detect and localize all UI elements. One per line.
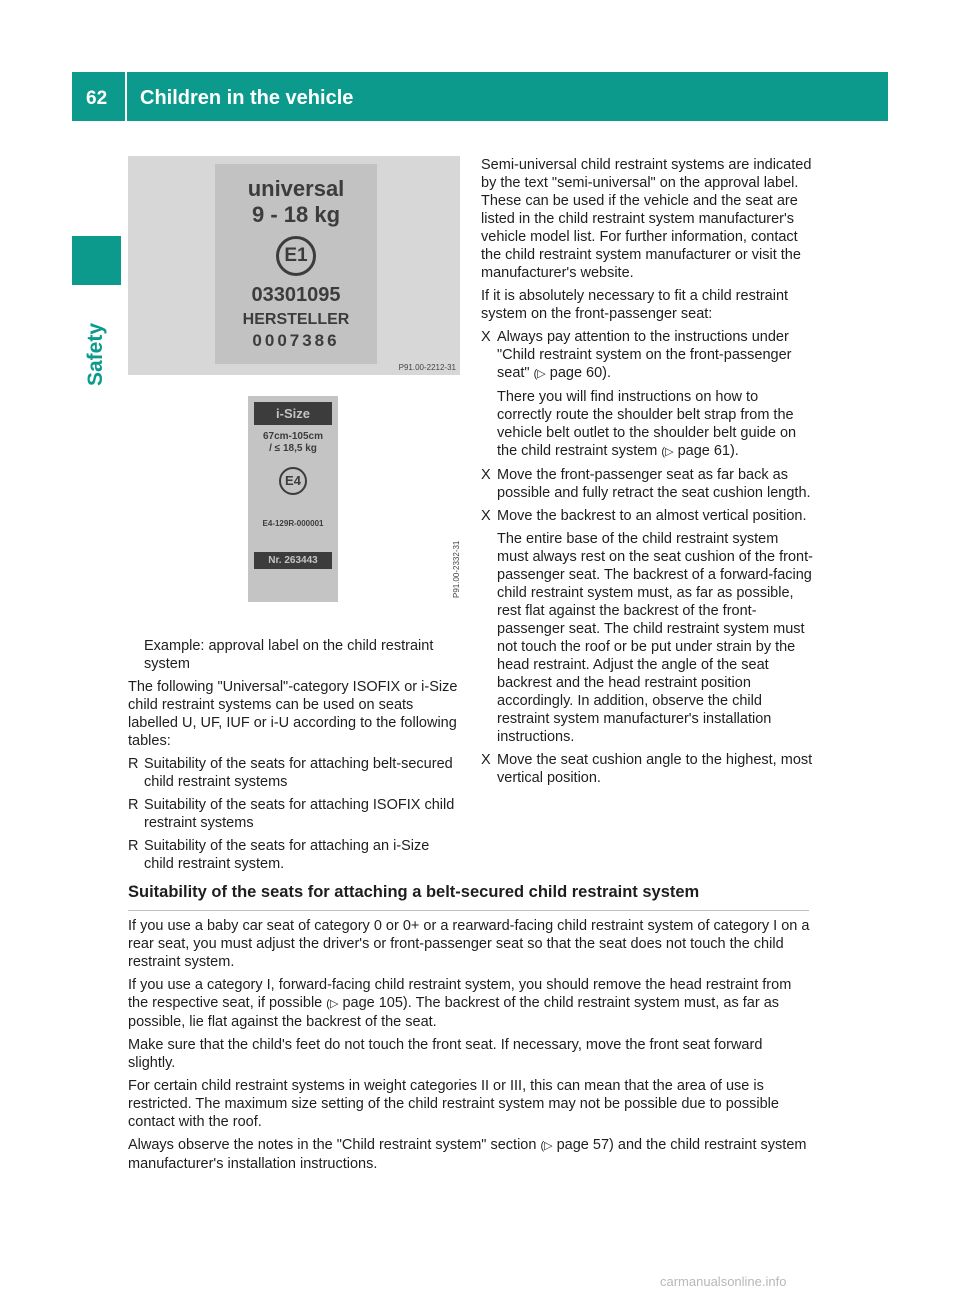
bullet-icon: R [128, 797, 139, 813]
label-height-range [248, 431, 338, 455]
label-height-range-text: 67cm-105cm [262, 431, 324, 442]
list-item [128, 837, 460, 873]
bullet-icon: R [128, 838, 139, 854]
e-mark-icon: E4 [279, 467, 307, 495]
step-detail-text: There you will find instructions on how to correctly route the shoulder belt strap from the vehicle belt outlet to the shoulder belt guide on the child restraint system [497, 389, 797, 459]
label-code: 0007386 [252, 331, 340, 350]
step-arrow-icon: X [481, 329, 491, 345]
instruction-step [481, 507, 813, 525]
step-text: Always pay attention to the instructions under "Child restraint system on the front-passenger seat" [497, 329, 792, 381]
instruction-step [481, 328, 813, 383]
paragraph-text: and the child restraint system manufacturer's installation instructions. [128, 1137, 807, 1172]
page-reference-icon: (▷ [661, 446, 674, 458]
list-item [128, 796, 460, 832]
label-weight: 9 - 18 kg [251, 202, 341, 227]
paragraph [128, 1136, 813, 1173]
figure-reference: P91.00-2212-31 [398, 363, 456, 372]
list-item-text: Suitability of the seats for attaching an i-Size child restraint system. [144, 838, 430, 872]
paragraph-text: The backrest of the child restraint system must, as far as possible, lie flat against the backrest of the seat. [128, 995, 780, 1030]
left-column [128, 637, 460, 878]
label-approval-number: 03301095 [251, 284, 341, 306]
paragraph: If it is absolutely necessary to fit a child restraint system on the front-passenger seat: [481, 288, 789, 322]
instruction-step [481, 466, 813, 502]
step-arrow-icon: X [481, 752, 491, 768]
label-nr: Nr. 263443 [254, 552, 332, 569]
section-tab-label: Safety [84, 322, 107, 386]
page-reference-link[interactable]: page 60). [549, 365, 612, 381]
right-column [481, 156, 813, 792]
label-category: universal [247, 176, 345, 201]
step-text: Move the front-passenger seat as far back as possible and fully retract the seat cushion length. [497, 467, 811, 501]
figure-caption: Example: approval label on the child restraint system [144, 638, 434, 672]
approval-label-isize [248, 396, 338, 602]
header-bar [72, 72, 888, 121]
section-body [128, 917, 813, 1178]
paragraph: Semi-universal child restraint systems are indicated by the text "semi-universal" on the approval label. These can be used if the vehicle and the seat are listed in the child restraint system manufacturer's vehicle model list. For further information, contact the child restraint system manufacturer or visit the manufacturer's website. [481, 157, 812, 281]
list-item [128, 755, 460, 791]
section-heading: Suitability of the seats for attaching a belt-secured child restraint system [128, 883, 809, 911]
page-reference-link[interactable]: page 57) [556, 1137, 614, 1153]
page-reference-icon: (▷ [533, 368, 546, 380]
page-reference-icon: (▷ [540, 1140, 553, 1152]
label-isize-title: i-Size [254, 402, 332, 425]
list-item-text: Suitability of the seats for attaching ISOFIX child restraint systems [144, 797, 455, 831]
paragraph: For certain child restraint systems in weight categories II or III, this can mean that the area of use is restricted. The maximum size setting of the child restraint system may not be possible due to possible contact with the roof. [128, 1078, 779, 1130]
section-tab-marker [72, 236, 121, 285]
paragraph: If you use a baby car seat of category 0 or 0+ or a rearward-facing child restraint system of category I on a rear seat, you must adjust the driver's or front-passenger seat so that the seat does not touch the child restraint system. [128, 918, 810, 970]
header-divider [125, 72, 127, 121]
label-approval-number: E4-129R-000001 [262, 519, 324, 528]
page-number: 62 [86, 88, 108, 109]
approval-label-universal [215, 164, 377, 364]
figure-reference: P91.00-2332-31 [452, 540, 461, 598]
page-reference-link[interactable]: page 61). [677, 443, 739, 459]
step-text: Move the backrest to an almost vertical position. [497, 508, 807, 524]
intro-paragraph: The following "Universal"-category ISOFIX or i-Size child restraint systems can be used on seats labelled U, UF, IUF or i-U according to the following tables: [128, 679, 458, 749]
paragraph [128, 976, 813, 1031]
paragraph-text: Always observe the notes in the "Child restraint system" section [128, 1137, 537, 1153]
step-arrow-icon: X [481, 508, 491, 524]
list-item-text: Suitability of the seats for attaching belt-secured child restraint systems [144, 756, 453, 790]
step-text: Move the seat cushion angle to the highest, most vertical position. [497, 752, 813, 786]
paragraph-text: If you use a category I, forward-facing child restraint system, you should remove the head restraint from the respective seat, if possible [128, 977, 792, 1011]
approval-label-figure-universal [128, 156, 460, 375]
bullet-icon: R [128, 756, 139, 772]
chapter-title: Children in the vehicle [140, 87, 354, 109]
label-manufacturer: HERSTELLER [242, 311, 350, 328]
e-mark-icon: E1 [276, 236, 316, 276]
instruction-step [481, 751, 813, 787]
watermark: carmanualsonline.info [660, 1274, 787, 1289]
page-reference-link[interactable]: page 105). [342, 995, 412, 1011]
step-detail: The entire base of the child restraint system must always rest on the seat cushion of the front-passenger seat. The backrest of a forward-facing child restraint system must, as far as possible, rest flat against the backrest of the front-passenger seat. The child restraint system must not touch the roof or be put under strain by the head restraint. Adjust the angle of the seat backrest and the head restraint position accordingly. In addition, observe the child restraint system manufacturer's installation instructions. [497, 531, 813, 745]
step-detail [481, 388, 813, 461]
step-arrow-icon: X [481, 467, 491, 483]
label-weight-limit: / ≤ 18,5 kg [269, 443, 317, 454]
paragraph: Make sure that the child's feet do not touch the front seat. If necessary, move the front seat forward slightly. [128, 1037, 763, 1071]
page-reference-icon: (▷ [326, 998, 339, 1010]
